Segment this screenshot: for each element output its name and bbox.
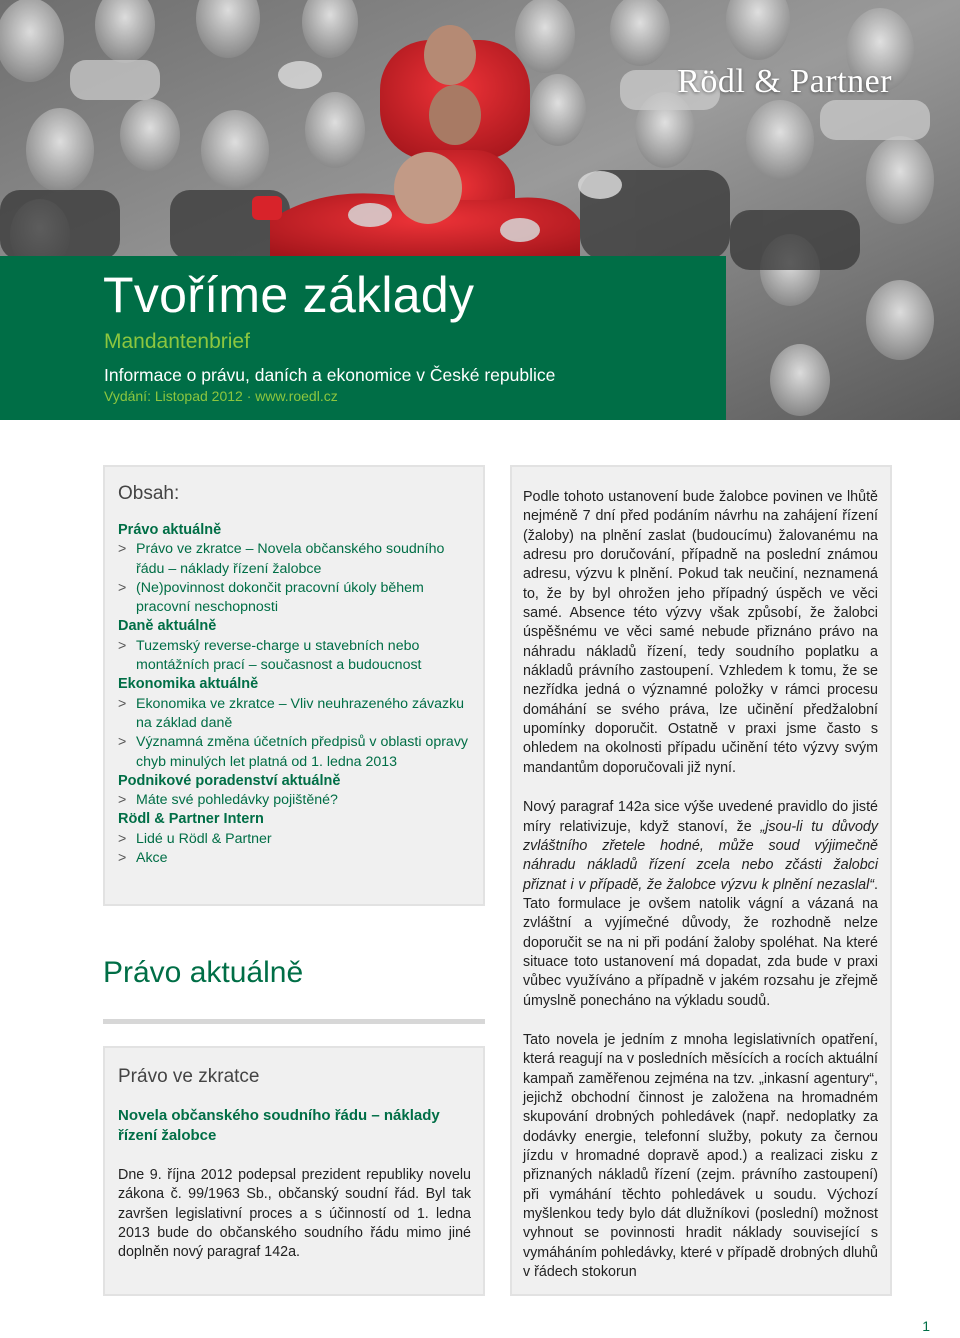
article-kicker: Právo ve zkratce (118, 1066, 260, 1087)
toc-item[interactable] (118, 791, 471, 810)
paragraph-lead: Nový paragraf 142a sice výše uvedené pravidlo do jisté míry relativizuje, když stanoví, že (523, 799, 878, 835)
toc-section-title[interactable]: Rödl & Partner Intern (118, 811, 264, 828)
toc-item-label: Tuzemský reverse-charge u stavebních nebo montážních prací – současnost a budoucnost (136, 637, 422, 674)
brand-logo-text: Rödl & Partner (677, 63, 892, 100)
toc-item-label: Významná změna účetních předpisů v oblasti opravy chyb minulých let platná od 1. ledna 2013 (136, 734, 469, 770)
page-title: Tvoříme základy (103, 267, 475, 323)
arrow-icon: > (118, 850, 127, 867)
table-of-contents (103, 465, 485, 906)
page-subtitle: Mandantenbrief (104, 330, 250, 353)
body-paragraph: Tato novela je jedním z mnoha legislativních opatření, která reagují na v posledních měsících a rocích aktuální kampaň zaměřenou zejména na tzv. „inkasní agentury“, jejichž obchodní činnost je založena na hromadném skupování drobných pohledávek (např. nedoplatky za dodávky energie, telefonní služby, pokuty za černou jízdu v hromadné dopravě apod.) a realizaci zisku z přiznaných nákladů řízení (zejm. právního zastoupení) při vymáhání těchto pohledávek u soudu. Výchozí myšlenkou tedy bylo dát dlužníkovi (poslední) možnost vyhnout se povinnosti hradit náklady související s vymáháním pohledávky, které v případě drobných dluhů v řádech stokorun (523, 1031, 878, 1281)
arrow-icon: > (118, 830, 127, 847)
toc-item[interactable] (118, 540, 471, 579)
paragraph-tail: . Tato formulace je ovšem natolik vágní a vázaná na zvláštní a vyjímečné důvody, že rozhodně nelze doporučit se na ni při podání žaloby spoléhat. Na které situace toto ustanovení má dopadat, zda bude v praxi vůbec využíváno a případně v jakém rozsahu je zřejmě úmyslně ponecháno na výkladu soudů. (523, 876, 878, 1009)
right-column (510, 465, 892, 1296)
toc-section-title[interactable]: Právo aktuálně (118, 522, 222, 538)
article-headline: Novela občanského soudního řádu – náklady řízení žalobce (118, 1107, 440, 1144)
issue-line: Vydání: Listopad 2012 · www.roedl.cz (104, 388, 338, 404)
arrow-icon: > (118, 734, 127, 751)
arrow-icon: > (118, 792, 127, 809)
toc-item-label: Lidé u Rödl & Partner (136, 830, 272, 847)
toc-section-title[interactable]: Daně aktuálně (118, 618, 217, 635)
toc-section-title[interactable]: Podnikové poradenství aktuálně (118, 772, 341, 789)
toc-item[interactable] (118, 733, 471, 772)
section-divider (103, 1019, 485, 1024)
toc-heading: Obsah: (118, 483, 180, 504)
info-line: Informace o právu, daních a ekonomice v České republice (104, 365, 556, 385)
toc-section-title[interactable]: Ekonomika aktuálně (118, 676, 259, 693)
article-box (103, 1046, 485, 1296)
arrow-icon: > (118, 541, 127, 558)
toc-item-label: (Ne)povinnost dokončit pracovní úkoly během pracovní neschopnosti (136, 579, 424, 616)
arrow-icon: > (118, 695, 127, 712)
article-body: Dne 9. října 2012 podepsal prezident republiky novelu zákona č. 99/1963 Sb., občanský soudní řád. Byl tak završen legislativní proces a s účinností od 1. ledna 2013 bude do občanského soudního řádu mimo jiné doplněn nový paragraf 142a. (118, 1167, 471, 1261)
toc-item[interactable] (118, 579, 471, 618)
toc-item-label: Právo ve zkratce – Novela občanského soudního řádu – náklady řízení žalobce (136, 541, 445, 577)
page-number: 1 (922, 1318, 930, 1334)
arrow-icon: > (118, 637, 127, 654)
toc-item[interactable] (118, 637, 471, 676)
quoted-provision: „jsou-li tu důvody zvláštního zřetele hodné, může soud výjimečně náhradu nákladů řízení zcela nebo zčásti žalobci přiznat i v případě, že žalobce výzvu k plnění nezaslal“ (523, 818, 878, 893)
toc-item[interactable] (118, 695, 471, 734)
toc-item-label: Máte své pohledávky pojištěné? (136, 792, 338, 809)
toc-item-label: Akce (136, 850, 168, 867)
arrow-icon: > (118, 579, 127, 596)
toc-item[interactable] (118, 849, 471, 868)
body-paragraph (523, 798, 878, 1011)
body-paragraph: Podle tohoto ustanovení bude žalobce povinen ve lhůtě nejméně 7 dní před podáním návrhu na zahájení řízení (žaloby) na plnění zaslat (budoucímu) žalovanému na adresu pro doručování, případně na poslední známou adresu, výzvu k plnění. Pokud tak neučiní, neznamená to, že by byl ohrožen jeho případný úspěch ve věci samé. Absence této výzvy však způsobí, že žalobci úspěšnému ve věci samé nebude přiznáno právo na náhradu nákladů řízení, tedy soudního poplatku a nákladů právního zastoupení. Vzhledem k tomu, že se nezřídka jedná o významné položky v rámci procesu domáhání se svého práva, lze učinění předžalobní upomínky doporučit. Ostatně v praxi jsme často s ohledem na okolnosti případu učinění této výzvy svým mandantům doporučovali již nyní. (523, 489, 878, 776)
toc-item[interactable] (118, 830, 471, 849)
toc-item-label: Ekonomika ve zkratce – Vliv neuhrazeného závazku na základ daně (136, 695, 465, 731)
section-title: Právo aktuálně (103, 956, 304, 989)
